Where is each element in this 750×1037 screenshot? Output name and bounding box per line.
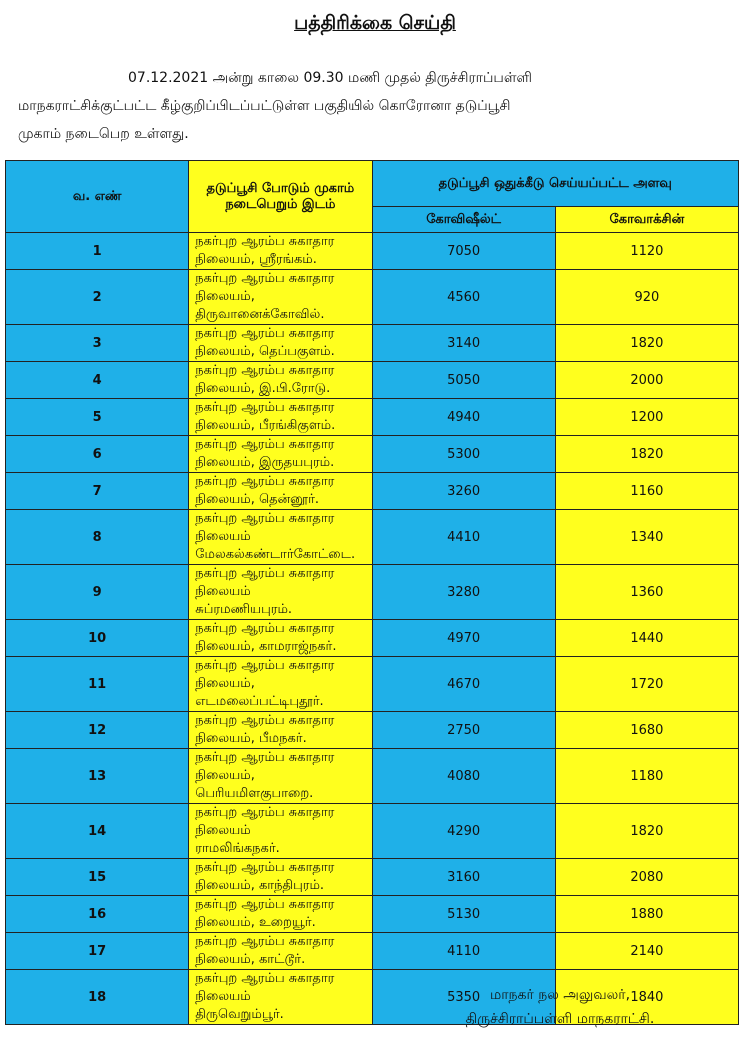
row-covishield: 5350 (372, 970, 555, 1025)
place-line-1: நகர்புற ஆரம்ப சுகாதார நிலையம், தெப்பகுளம். (195, 326, 335, 359)
place-line-1: நகர்புற ஆரம்ப சுகாதார நிலையம், (195, 750, 335, 783)
intro-paragraph (18, 64, 734, 148)
place-line-2: மேலகல்கண்டார்கோட்டை. (195, 547, 356, 562)
table-row (6, 859, 739, 896)
row-covaxin: 1200 (555, 399, 738, 436)
place-line-1: நகர்புற ஆரம்ப சுகாதார நிலையம், உறையூர். (195, 897, 335, 930)
row-covishield: 4290 (372, 804, 555, 859)
table-row (6, 233, 739, 270)
place-line-1: நகர்புற ஆரம்ப சுகாதார நிலையம், (195, 658, 335, 691)
row-covaxin: 1820 (555, 804, 738, 859)
row-covaxin: 1160 (555, 473, 738, 510)
row-place (189, 657, 372, 712)
table-row (6, 565, 739, 620)
place-line-1: நகர்புற ஆரம்ப சுகாதார நிலையம், தென்னூர். (195, 474, 335, 507)
header-covaxin: கோவாக்சின் (555, 207, 738, 233)
row-sno: 16 (6, 896, 189, 933)
row-covaxin: 1820 (555, 436, 738, 473)
row-place (189, 362, 372, 399)
row-place (189, 749, 372, 804)
row-place (189, 859, 372, 896)
row-place (189, 804, 372, 859)
row-covishield: 5130 (372, 896, 555, 933)
row-covishield: 3140 (372, 325, 555, 362)
row-sno: 3 (6, 325, 189, 362)
table-row (6, 399, 739, 436)
place-line-2: திருவெறும்பூர். (195, 1007, 284, 1022)
row-covishield: 4560 (372, 270, 555, 325)
row-sno: 1 (6, 233, 189, 270)
table-row (6, 896, 739, 933)
place-line-2: திருவானைக்கோவில். (195, 307, 325, 322)
table-row (6, 510, 739, 565)
row-sno: 4 (6, 362, 189, 399)
place-line-1: நகர்புற ஆரம்ப சுகாதார நிலையம், பீரங்கிகுளம். (195, 400, 336, 433)
row-covaxin: 2000 (555, 362, 738, 399)
row-covishield: 4080 (372, 749, 555, 804)
place-line-2: ராமலிங்கநகர். (195, 841, 280, 856)
row-covishield: 4410 (372, 510, 555, 565)
row-covaxin: 1840 (555, 970, 738, 1025)
row-covaxin: 1680 (555, 712, 738, 749)
row-covaxin: 1120 (555, 233, 738, 270)
header-place: தடுப்பூசி போடும் முகாம் நடைபெறும் இடம் (189, 161, 372, 233)
table-row (6, 325, 739, 362)
row-covishield: 3260 (372, 473, 555, 510)
row-covaxin: 1820 (555, 325, 738, 362)
row-place (189, 510, 372, 565)
place-line-1: நகர்புற ஆரம்ப சுகாதார நிலையம், காந்திபுரம். (195, 860, 335, 893)
row-covaxin: 1440 (555, 620, 738, 657)
signature-block (430, 983, 690, 1031)
place-line-1: நகர்புற ஆரம்ப சுகாதார நிலையம் (195, 805, 335, 838)
row-place (189, 933, 372, 970)
table-row (6, 362, 739, 399)
place-line-1: நகர்புற ஆரம்ப சுகாதார நிலையம், இருதயபுரம். (195, 437, 335, 470)
row-covishield: 3160 (372, 859, 555, 896)
row-covishield: 4940 (372, 399, 555, 436)
row-covaxin: 2140 (555, 933, 738, 970)
row-covaxin: 1880 (555, 896, 738, 933)
row-sno: 10 (6, 620, 189, 657)
row-place (189, 436, 372, 473)
row-place (189, 473, 372, 510)
table-row (6, 933, 739, 970)
row-covishield: 5050 (372, 362, 555, 399)
row-covishield: 5300 (372, 436, 555, 473)
row-sno: 5 (6, 399, 189, 436)
row-sno: 9 (6, 565, 189, 620)
row-covaxin: 1180 (555, 749, 738, 804)
signatory-office: திருச்சிராப்பள்ளி மாநகராட்சி. (465, 1011, 655, 1027)
row-covaxin: 1720 (555, 657, 738, 712)
row-sno: 17 (6, 933, 189, 970)
row-covishield: 7050 (372, 233, 555, 270)
row-place (189, 620, 372, 657)
place-line-1: நகர்புற ஆரம்ப சுகாதார நிலையம் (195, 971, 335, 1004)
row-covishield: 2750 (372, 712, 555, 749)
row-place (189, 712, 372, 749)
table-row (6, 436, 739, 473)
place-line-2: எடமலைப்பட்டிபுதூர். (195, 694, 324, 709)
place-line-2: சுப்ரமணியபுரம். (195, 602, 293, 617)
row-sno: 13 (6, 749, 189, 804)
place-line-1: நகர்புற ஆரம்ப சுகாதார நிலையம், இ.பி.ரோடு. (195, 363, 335, 396)
row-sno: 7 (6, 473, 189, 510)
row-place (189, 399, 372, 436)
document-title: பத்திரிக்கை செய்தி (294, 12, 456, 34)
place-line-1: நகர்புற ஆரம்ப சுகாதார நிலையம், ஸ்ரீரங்கம். (195, 234, 335, 267)
row-sno: 18 (6, 970, 189, 1025)
row-covaxin: 920 (555, 270, 738, 325)
row-place (189, 325, 372, 362)
row-place (189, 565, 372, 620)
header-covishield: கோவிஷீல்ட் (372, 207, 555, 233)
row-covishield: 3280 (372, 565, 555, 620)
place-line-1: நகர்புற ஆரம்ப சுகாதார நிலையம், காமராஜ்நகர். (195, 621, 337, 654)
table-row (6, 657, 739, 712)
signatory-designation: மாநகர் நல அலுவலர், (489, 987, 631, 1003)
row-place (189, 970, 372, 1025)
table-body (6, 233, 739, 1025)
row-place (189, 896, 372, 933)
row-place (189, 270, 372, 325)
row-sno: 11 (6, 657, 189, 712)
row-sno: 12 (6, 712, 189, 749)
table-row (6, 804, 739, 859)
place-line-2: பெரியமிளகுபாறை. (195, 786, 314, 801)
table-row (6, 270, 739, 325)
intro-line-2: மாநகராட்சிக்குட்பட்ட கீழ்குறிப்பிடப்பட்டுள்ள பகுதியில் கொரோனா தடுப்பூசி (18, 98, 511, 114)
row-sno: 15 (6, 859, 189, 896)
row-place (189, 233, 372, 270)
row-sno: 6 (6, 436, 189, 473)
row-covaxin: 1340 (555, 510, 738, 565)
table-row (6, 712, 739, 749)
place-line-1: நகர்புற ஆரம்ப சுகாதார நிலையம், (195, 271, 335, 304)
row-covishield: 4670 (372, 657, 555, 712)
place-line-1: நகர்புற ஆரம்ப சுகாதார நிலையம், காட்டூர். (195, 934, 335, 967)
row-covaxin: 1360 (555, 565, 738, 620)
row-sno: 8 (6, 510, 189, 565)
place-line-1: நகர்புற ஆரம்ப சுகாதார நிலையம், பீமநகர். (195, 713, 335, 746)
place-line-1: நகர்புற ஆரம்ப சுகாதார நிலையம் (195, 566, 335, 599)
row-covishield: 4110 (372, 933, 555, 970)
row-covaxin: 2080 (555, 859, 738, 896)
place-line-1: நகர்புற ஆரம்ப சுகாதார நிலையம் (195, 511, 335, 544)
row-sno: 2 (6, 270, 189, 325)
header-allocation: தடுப்பூசி ஒதுக்கீடு செய்யப்பட்ட அளவு (372, 161, 739, 207)
table-row (6, 620, 739, 657)
row-covishield: 4970 (372, 620, 555, 657)
table-row (6, 473, 739, 510)
vaccination-camp-table (5, 160, 739, 1025)
intro-line-3: முகாம் நடைபெற உள்ளது. (18, 126, 189, 142)
header-sno: வ. எண் (6, 161, 189, 233)
intro-line-1: 07.12.2021 அன்று காலை 09.30 மணி முதல் திருச்சிராப்பள்ளி (128, 70, 532, 86)
table-row (6, 749, 739, 804)
row-sno: 14 (6, 804, 189, 859)
